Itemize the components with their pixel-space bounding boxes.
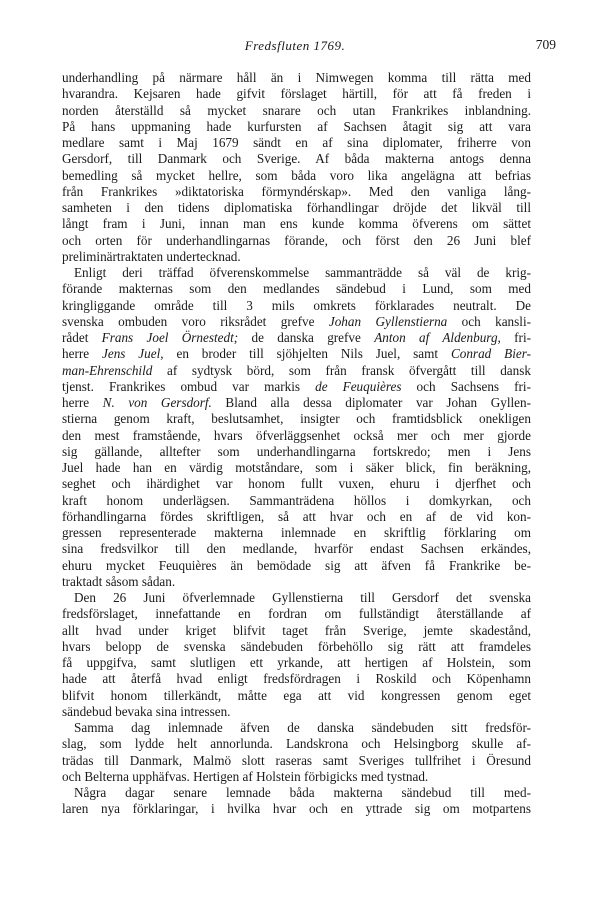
text-line: På hans uppmaning hade kurfursten af Sachsen åtagit sig att vara (62, 118, 531, 134)
paragraph (62, 785, 531, 818)
text-line: Enligt deri träffad öfverenskommelse sammanträdde så väl de krig- (74, 265, 531, 280)
text-line: medlare samt i Maj 1679 sändt en af sina diplomater, friherre von (62, 135, 531, 150)
text-line: underhandling på närmare håll än i Nimwegen komma till rätta med (62, 70, 531, 85)
text-line: Juel hade han en värdig motståndare, som i säker blick, fin beräkning, (62, 460, 531, 475)
text-line: laren nya förklaringar, i hvilka hvar och en yttrade sig om motpartens (62, 801, 531, 817)
text-line: preliminärtraktaten undertecknad. (62, 248, 241, 264)
text-line: hvars belopp de svenska sändebuden förbehöllo sig rätt att framdeles (62, 638, 531, 654)
text-line: hade att återfå hvad enligt fredsfördragen i Roskild och Köpenhamn (62, 671, 531, 687)
text-line: allt hvad under kriget blifvit taget från Sverige, jemte skadestånd, (62, 622, 531, 638)
text-line: Samma dag inlemnade äfven de danska sändebuden sitt fredsför- (74, 720, 531, 735)
text-line: Några dagar senare lemnade båda makterna sändebud till med- (74, 785, 531, 800)
text-line: svenska ombuden voro riksrådet grefve Johan Gyllenstierna och kansli- (62, 313, 532, 329)
running-head: Fredsfluten 1769. (244, 38, 346, 53)
text-line: tjenst. Frankrikes ombud var markis de Feuquières och Sachsens fri- (62, 378, 531, 394)
text-line: från Frankrikes »diktatoriska förmyndérskap». Med den vanliga lång- (62, 183, 531, 199)
text-line: trädas till Danmark, Malmö slott raseras samt Sveriges tullfrihet i Öresund (62, 752, 531, 768)
text-line: rådet Frans Joel Örnestedt; de danska grefve Anton af Aldenburg, fri- (62, 330, 531, 345)
text-line: stierna genom kraft, beslutsamhet, insigter och framtidsblick onekligen (62, 411, 531, 427)
text-line: herre N. von Gersdorf. Bland alla dessa diplomater var Johan Gyllen- (62, 395, 531, 410)
text-line: Den 26 Juni öfverlemnade Gyllenstierna till Gersdorf det svenska (74, 590, 531, 605)
text-line: få uppgifva, samt slutligen ett yrkande, att hertigen af Holstein, som (62, 655, 531, 670)
paragraph (62, 70, 531, 265)
text-line: slag, som lydde helt annorlunda. Landskrona och Helsingborg skulle af- (62, 736, 531, 752)
text-line: seghet och ihärdighet var honom fullt vuxen, ehuru i djerfhet och (62, 476, 531, 492)
text-line: och orten för underhandlingarnas förande, och först den 26 Juni blef (62, 232, 531, 248)
text-line: den mest framstående, hvars öfverläggsenhet också mer och mer gjorde (62, 427, 531, 443)
text-line: och Belterna upphäfvas. Hertigen af Holstein förbigicks med tystnad. (62, 768, 429, 784)
text-line: man-Ehrenschild af sydtysk börd, som från fransk öfvergått till dansk (62, 362, 531, 378)
text-line: sina fredsvilkor till den medlande, hvarför endast Sachsen erkändes, (62, 541, 531, 557)
text-line: förande makternas som den medlandes sändebud i Lund, som med (62, 281, 531, 297)
text-line: samheten i den tidens diplomatiska förhandlingar dröjde det likväl till (62, 200, 531, 215)
text-line: gressen representerade makterna inlemnade en skriftlig förklaring om (62, 525, 531, 540)
text-line: bemedling så mycket hellre, som båda voro lika angelägna att befrias (62, 167, 531, 183)
paragraph (62, 720, 531, 785)
text-line: blifvit honom tillerkändt, måtte ega att vid kongressen genom eget (62, 687, 531, 703)
text-line: långt fram i Juni, innan man ens kunde komma öfverens om sättet (62, 216, 531, 232)
text-line: sändebud bevaka sina intressen. (62, 703, 231, 719)
text-line: hvarandra. Kejsaren hade gifvit förslaget härtill, för att få freden i (62, 86, 531, 102)
paragraph (62, 590, 531, 720)
text-line: ehuru mycket Feuquières än bemödade sig att äfven få Frankrike be- (62, 557, 531, 573)
body-text (62, 70, 531, 818)
text-line: sig gällande, alltefter som underhandlingarna fortskredo; men i Jens (62, 443, 531, 459)
text-line: traktadt såsom sådan. (62, 573, 176, 589)
text-line: norden återställd så mycket snarare och utan Frankrikes inblandning. (62, 102, 531, 118)
text-line: herre Jens Juel, en broder till sjöhjelten Nils Juel, samt Conrad Bier- (62, 346, 531, 362)
paragraph (62, 265, 531, 590)
text-line: fredsförslaget, innefattande en fordran om fullständigt återställande af (62, 606, 531, 622)
text-line: kraft honom underlägsen. Sammanträdena höllos i domkyrkan, och (62, 492, 531, 508)
text-line: kringliggande område till 3 mils omkrets förklarades neutralt. De (62, 297, 531, 313)
text-line: Gersdorf, till Danmark och Sverige. Af båda makterna antogs denna (62, 151, 531, 167)
text-line: förhandlingarna fördes skriftligen, så att hvar och en af de vid kon- (62, 508, 531, 524)
page-number: 709 (535, 37, 556, 52)
